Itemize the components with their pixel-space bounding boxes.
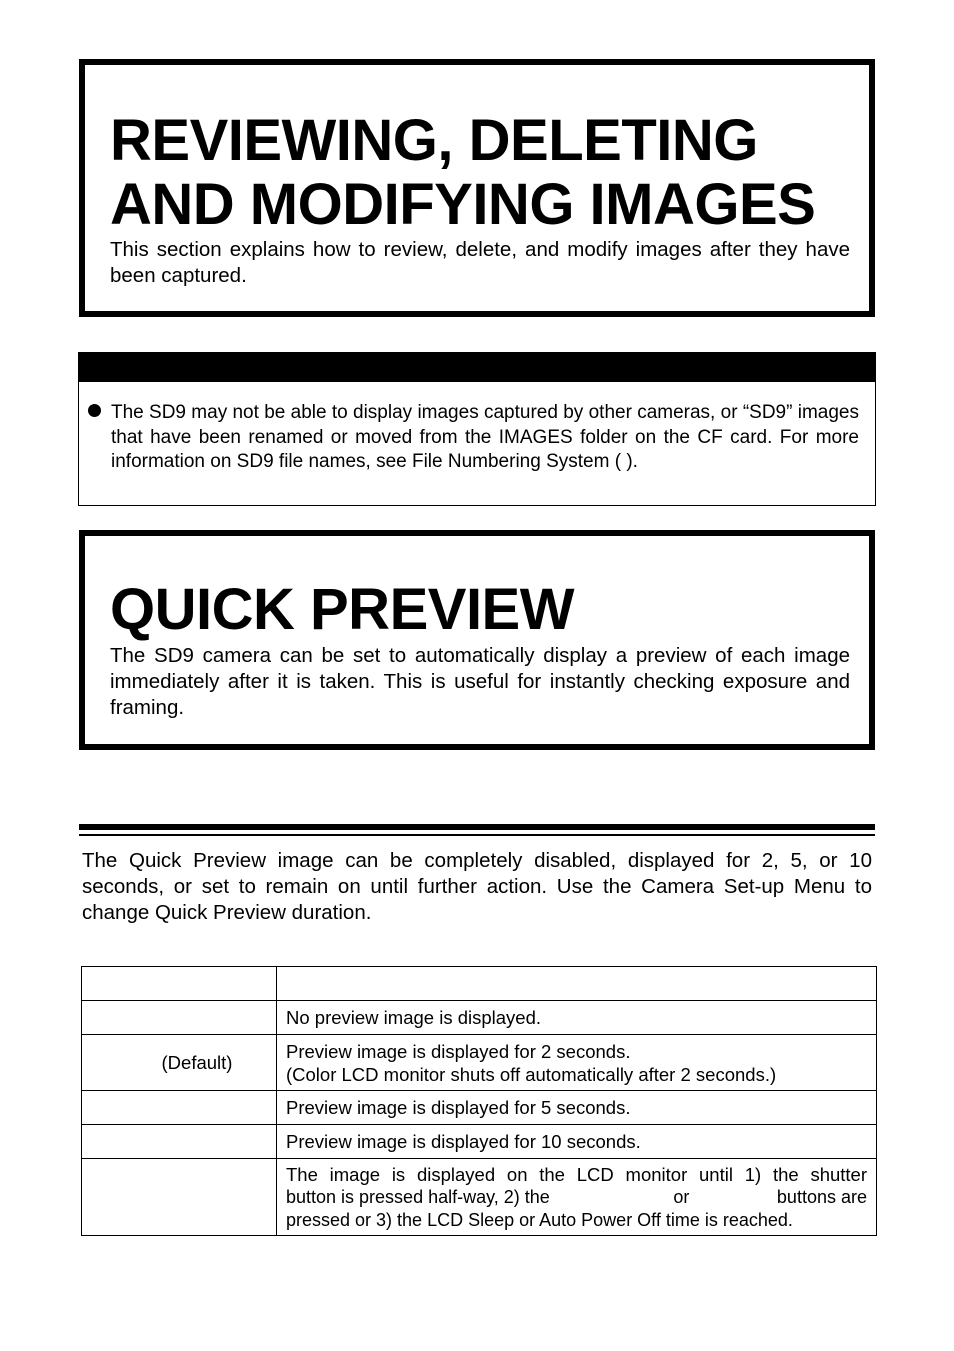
table-cell-setting: [82, 1035, 277, 1091]
section-title-box: [79, 59, 875, 317]
note-box: [78, 352, 876, 506]
table-cell-description: Preview image is displayed for 10 seconds.: [277, 1125, 877, 1159]
default-label: (Default): [161, 1052, 233, 1073]
subsection-rule-thin: [79, 834, 875, 836]
quick-preview-title: QUICK PREVIEW: [110, 577, 574, 642]
bullet-icon: [88, 404, 101, 417]
description-fragment: or: [673, 1186, 690, 1207]
table-row: [82, 1035, 877, 1091]
table-cell-setting: [82, 1125, 277, 1159]
note-text: The SD9 may not be able to display images captured by other cameras, or “SD9” images that have been renamed or moved from the IMAGES folder on the CF card. For more information on SD9 file names, see File Numbering System ( ).: [111, 402, 859, 472]
body-paragraph: The Quick Preview image can be completely disabled, displayed for 2, 5, or 10 seconds, or set to remain on until further action. Use the Camera Set-up Menu to change Quick Preview duration.: [82, 849, 872, 924]
description-line: The image is displayed on the LCD monitor until 1) the shutter: [286, 1163, 867, 1185]
quick-preview-box: [79, 530, 875, 750]
table-cell-description: [277, 1035, 877, 1091]
table-row: [82, 1001, 877, 1035]
description-line: (Color LCD monitor shuts off automatically after 2 seconds.): [286, 1063, 777, 1085]
description-fragment: button is pressed half-way, 2) the: [286, 1186, 550, 1207]
table-row: [82, 1159, 877, 1236]
description-fragment: buttons are: [776, 1186, 867, 1207]
table-cell-description: No preview image is displayed.: [277, 1001, 877, 1035]
table-header-setting: [82, 967, 277, 1001]
subsection-rule-thick: [79, 824, 875, 830]
description-line: [286, 1186, 867, 1209]
table-cell-setting: [82, 1001, 277, 1035]
table-row: [82, 1091, 877, 1125]
note-header-bar: [79, 353, 875, 382]
table-cell-setting: [82, 1159, 277, 1236]
table-row: [82, 1125, 877, 1159]
table-cell-setting: [82, 1091, 277, 1125]
table-cell-description: Preview image is displayed for 5 seconds.: [277, 1091, 877, 1125]
section-description: This section explains how to review, delete, and modify images after they have been captured.: [110, 238, 850, 287]
section-title-line1: REVIEWING, DELETING: [110, 108, 758, 173]
table-header-row: [82, 967, 877, 1001]
description-line: Preview image is displayed for 2 seconds.: [286, 1040, 631, 1062]
description-line: pressed or 3) the LCD Sleep or Auto Power Off time is reached.: [286, 1209, 793, 1230]
table-header-description: [277, 967, 877, 1001]
quick-preview-settings-table: [81, 966, 877, 1236]
table-cell-description: [277, 1159, 877, 1236]
quick-preview-description: The SD9 camera can be set to automatically display a preview of each image immediately after it is taken. This is useful for instantly checking exposure and framing.: [110, 644, 850, 719]
section-title-line2: AND MODIFYING IMAGES: [110, 172, 816, 237]
section-title: [110, 109, 850, 237]
